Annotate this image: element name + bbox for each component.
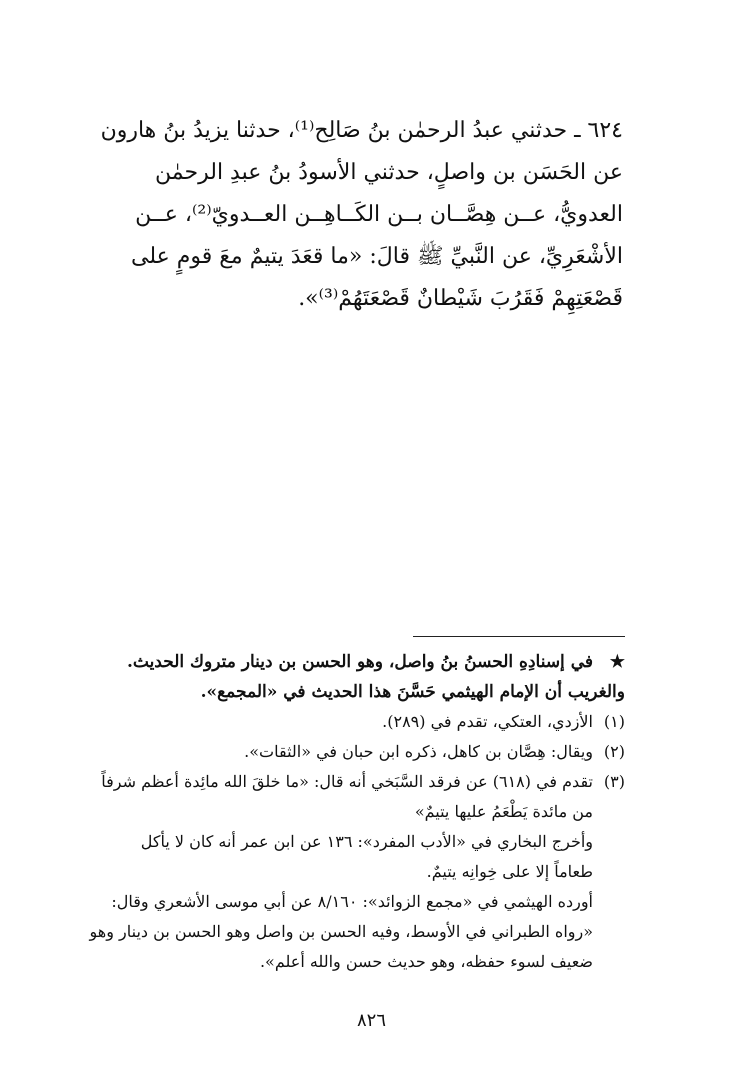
footnote-marker: (١) (603, 712, 625, 731)
footnote-line (65, 767, 625, 797)
hadith-text (63, 110, 623, 320)
footnote-text: ويقال: هِصَّان بن كاهل، ذكره ابن حبان في «الثقات». (244, 742, 593, 761)
footnote-line (65, 737, 625, 767)
hadith-line: قَصْعَتِهِمْ فَقَرُبَ شَيْطانٌ قَصْعَتَهُمْ⁽³⁾». (298, 286, 623, 311)
footnote-text: في إسنادِهِ الحسنُ بنُ واصل، وهو الحسن بن دينار متروك الحديث. (126, 652, 593, 672)
hadith-line: ٦٢٤ ـ حدثني عبدُ الرحمٰن بنُ صَالِح⁽¹⁾، حدثنا يزيدُ بنُ هارون (100, 118, 623, 143)
page-number: ٨٢٦ (356, 1010, 386, 1031)
footnote-text: طعاماً إلا على خِوانِه يتيمٌ. (426, 862, 593, 881)
footnote-1 (65, 707, 625, 737)
footnote-text: وأخرج البخاري في «الأدب المفرد»: ١٣٦ عن ابن عمر أنه كان لا يأكل (140, 832, 593, 851)
footnote-text: تقدم في (٦١٨) عن فرقد السَّبَخي أنه قال: «ما خلقَ الله مائِدة أعظم شرفاً (101, 772, 593, 791)
footnote-line (65, 917, 625, 947)
footnote-line (65, 647, 625, 677)
hadith-line: عن الحَسَن بن واصلٍ، حدثني الأسودُ بنُ عبدِ الرحمٰن (155, 160, 623, 185)
footnote-marker: (٢) (603, 742, 625, 761)
footnote-marker: (٣) (603, 772, 625, 791)
footnote-line (65, 707, 625, 737)
footnote-text: أورده الهيثمي في «مجمع الزوائد»: ٨/١٦٠ عن أبي موسى الأشعري وقال: (111, 892, 593, 911)
footnote-line (65, 947, 625, 977)
footnote-line (65, 797, 625, 827)
footnote-line: والغريب أن الإمام الهيثمي حَسَّنَ هذا الحديث في «المجمع». (200, 682, 625, 702)
footnote-divider (413, 636, 625, 637)
footnote-line (65, 857, 625, 887)
footnote-3 (65, 767, 625, 977)
footnote-line (65, 887, 625, 917)
footnote-text: ضعيف لسوء حفظه، وهو حديث حسن والله أعلم». (259, 952, 593, 971)
footnote-text: من مائدة يَطْعَمُ عليها يتيمٌ» (414, 802, 593, 821)
footnote-text: «رواه الطبراني في الأوسط، وفيه الحسن بن واصل وهو الحسن بن دينار وهو (89, 922, 593, 941)
hadith-line: الأشْعَرِيِّ، عن النَّبيِّ ﷺ قالَ: «ما قعَدَ يتيمٌ معَ قومٍ على (130, 244, 623, 269)
footnote-text: الأزدي، العتكي، تقدم في (٢٨٩). (382, 712, 593, 731)
star-icon: ★ (609, 652, 625, 672)
footnote-star (65, 647, 625, 707)
hadith-line: العدويُّ، عــن هِصَّــان بــن الكَــاهِــن العــدويّ⁽²⁾، عــن (135, 202, 623, 227)
footnote-2 (65, 737, 625, 767)
footnote-line (65, 827, 625, 857)
